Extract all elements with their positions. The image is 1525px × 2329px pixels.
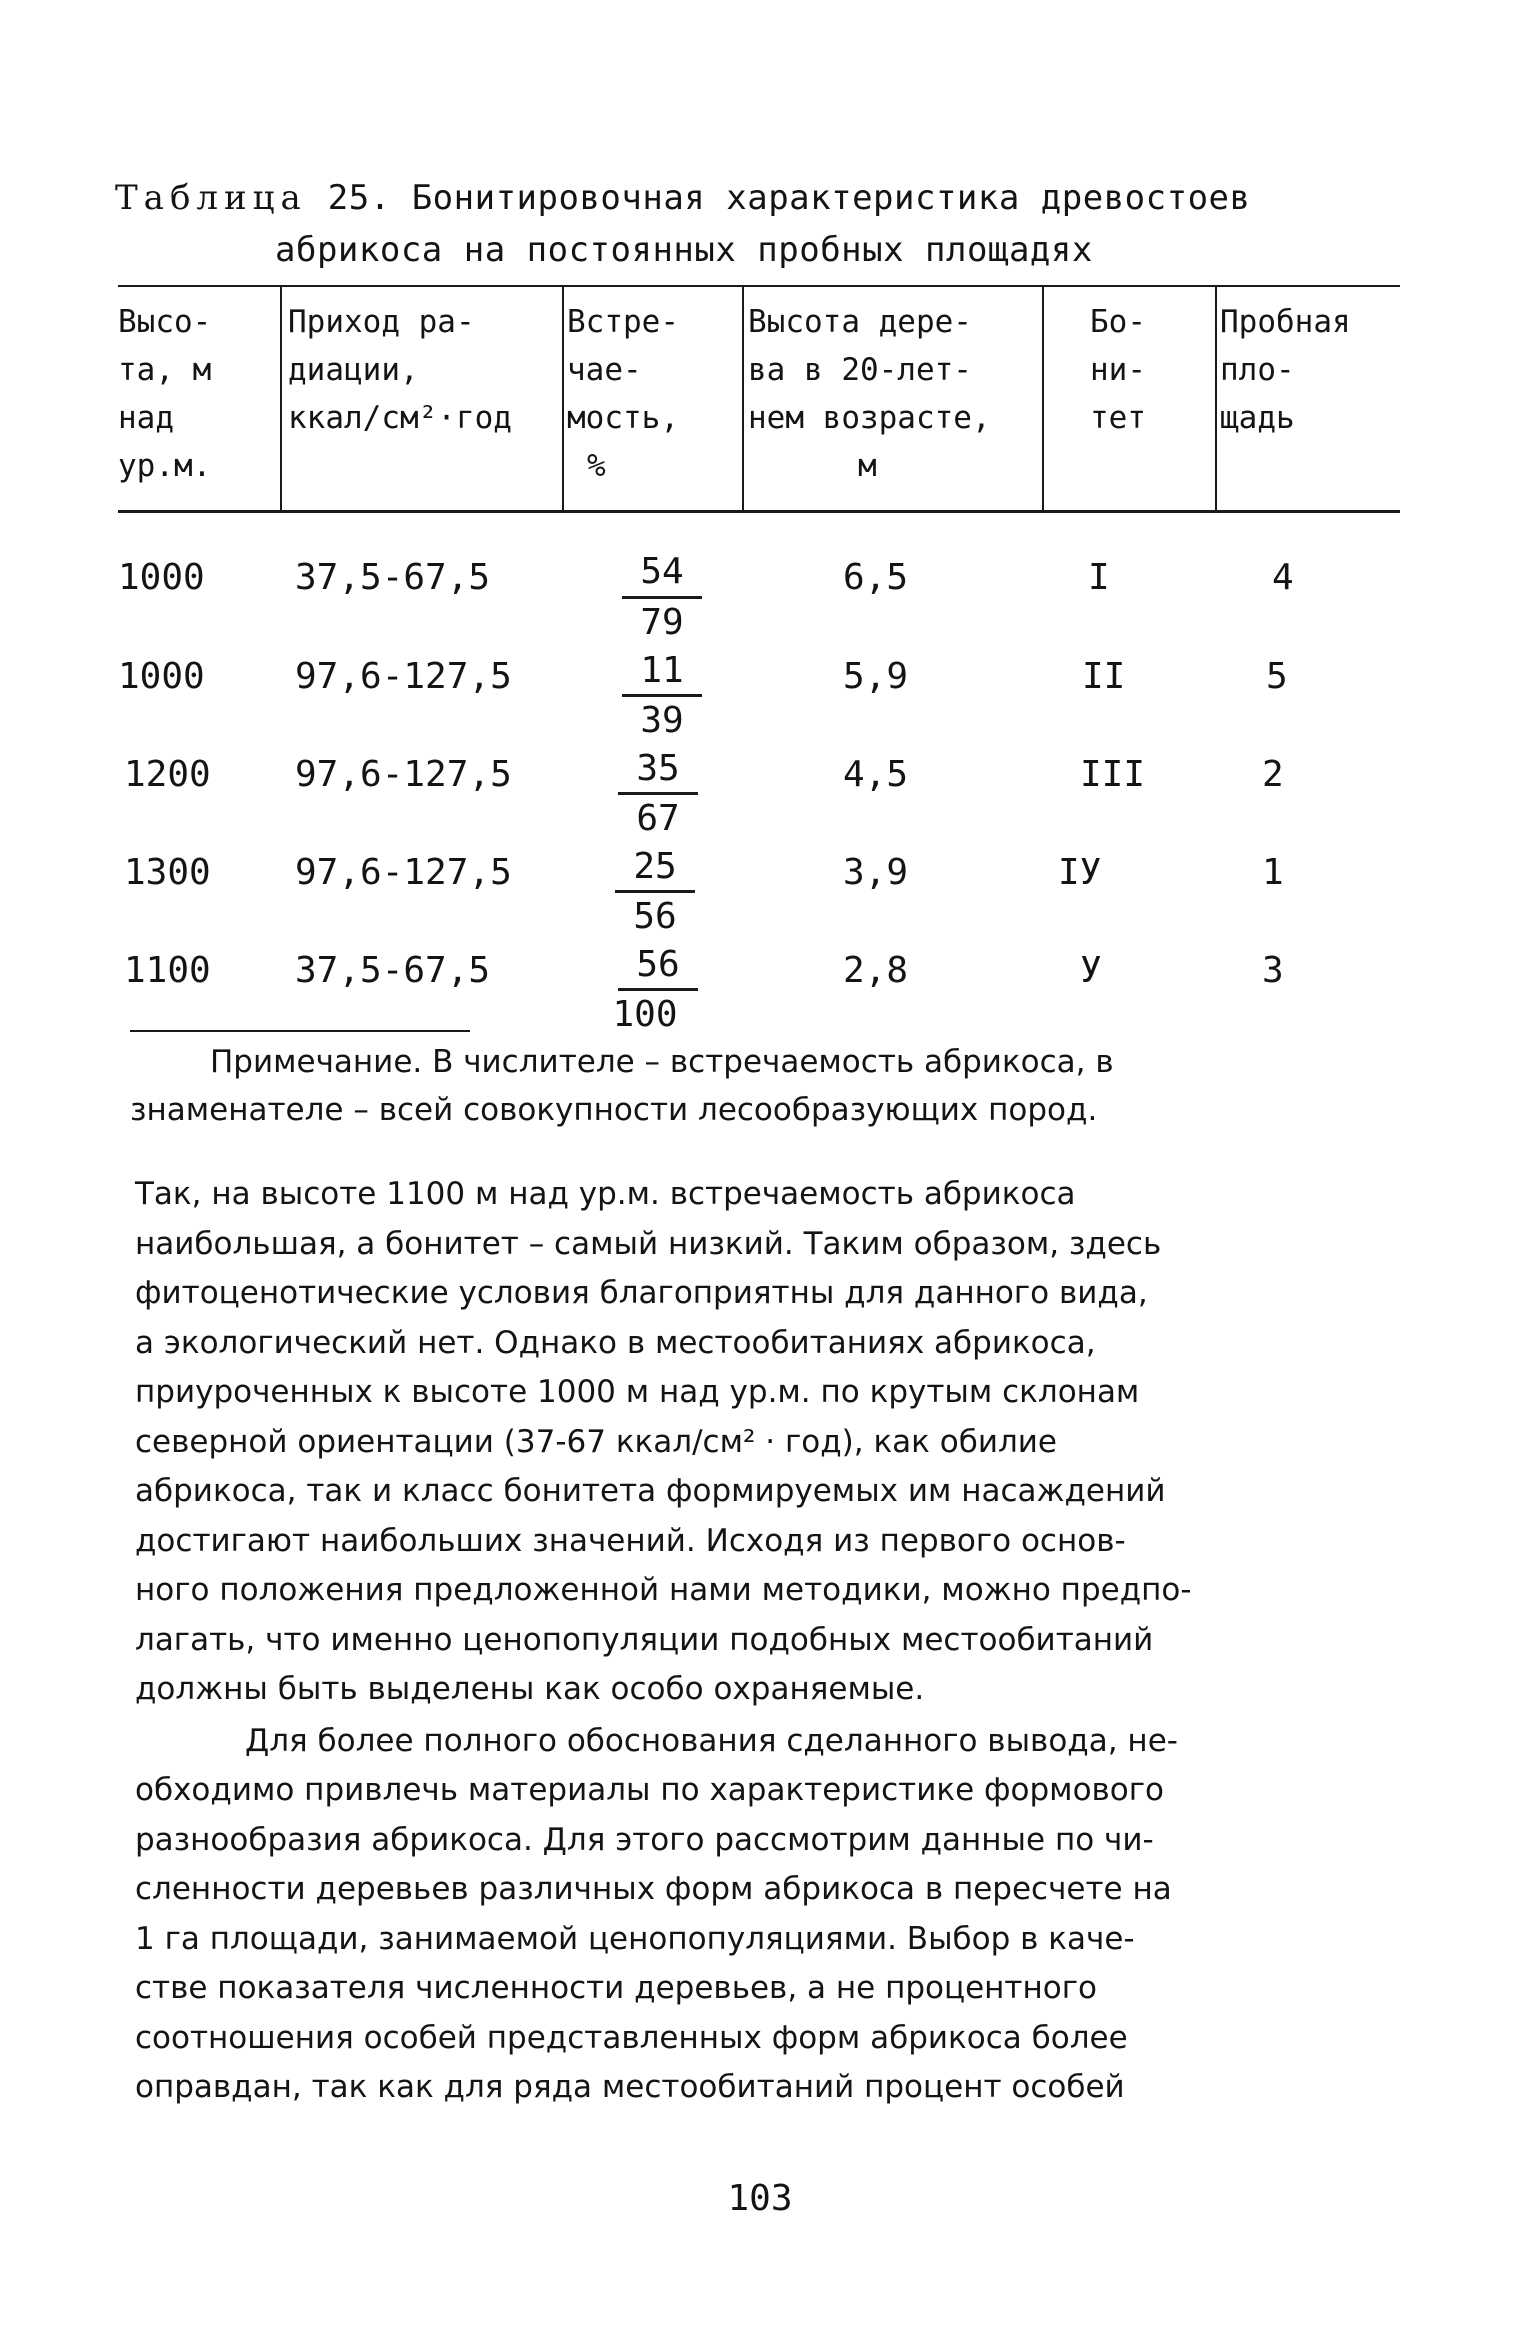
cell-occurrence-den: 67 <box>636 798 680 839</box>
cell-radiation: 97,6-127,5 <box>295 852 512 893</box>
col-divider <box>1215 287 1217 510</box>
header-text: щадь <box>1220 400 1295 436</box>
table-caption <box>115 172 1415 276</box>
header-text: Высота дере- <box>748 304 972 340</box>
header-text: Пробная <box>1220 304 1351 340</box>
cell-occurrence-num: 35 <box>636 748 680 789</box>
col-divider <box>742 287 744 510</box>
cell-occurrence-den: 79 <box>640 602 684 643</box>
text-line: а экологический нет. Однако в местообитаниях абрикоса, <box>135 1324 1096 1361</box>
text-line: достигают наибольших значений. Исходя из первого основ- <box>135 1522 1126 1559</box>
cell-height: 1000 <box>118 656 205 697</box>
header-bonitet <box>1090 298 1210 442</box>
header-text: над <box>118 400 174 436</box>
header-text: ни- <box>1090 352 1146 388</box>
header-text: та, м <box>118 352 212 388</box>
text-line: фитоценотические условия благоприятны для данного вида, <box>135 1275 1148 1311</box>
cell-plot: 1 <box>1262 852 1284 893</box>
text-line: абрикоса, так и класс бонитета формируемых им насаждений <box>135 1473 1166 1509</box>
header-text: ур.м. <box>118 448 212 484</box>
cell-plot: 5 <box>1266 656 1288 697</box>
fraction-bar <box>615 890 695 893</box>
caption-title-line2: абрикоса на постоянных пробных площадях <box>275 230 1093 270</box>
cell-height: 1000 <box>118 557 205 598</box>
caption-number: 25. <box>327 178 391 218</box>
fraction-bar <box>622 596 702 599</box>
text-line: ного положения предложенной нами методики, можно предпо- <box>135 1572 1192 1608</box>
text-line: Для более полного обоснования сделанного вывода, не- <box>245 1722 1178 1759</box>
text-line: должны быть выделены как особо охраняемые. <box>135 1671 925 1707</box>
table-note <box>130 1038 1430 1134</box>
fraction-bar <box>618 988 698 991</box>
header-height <box>118 298 278 490</box>
header-text: Высо- <box>118 304 212 340</box>
col-divider <box>562 287 564 510</box>
cell-occurrence-den: 100 <box>612 994 678 1035</box>
header-radiation <box>288 298 560 442</box>
cell-tree-height: 5,9 <box>843 656 909 697</box>
note-line: знаменателе – всей совокупности лесообразующих пород. <box>130 1092 1098 1128</box>
caption-title-line1: Бонитировочная характеристика древостоев <box>411 178 1251 218</box>
cell-tree-height: 2,8 <box>843 950 909 991</box>
text-line: разнообразия абрикоса. Для этого рассмотрим данные по чи- <box>135 1821 1154 1858</box>
text-line: оправдан, так как для ряда местообитаний процент особей <box>135 2069 1125 2105</box>
cell-bonitet: I <box>1088 557 1110 598</box>
cell-occurrence-den: 39 <box>640 700 684 741</box>
cell-height: 1200 <box>124 754 211 795</box>
cell-tree-height: 3,9 <box>843 852 909 893</box>
header-plot <box>1220 298 1400 442</box>
cell-tree-height: 4,5 <box>843 754 909 795</box>
table-top-rule <box>118 285 1400 287</box>
col-divider <box>1042 287 1044 510</box>
page-number: 103 <box>727 2178 793 2219</box>
paragraph <box>135 1717 1435 2113</box>
text-line: наибольшая, а бонитет – самый низкий. Таким образом, здесь <box>135 1225 1162 1262</box>
cell-bonitet: III <box>1080 754 1146 795</box>
header-text: чае- <box>567 352 642 388</box>
cell-occurrence-den: 56 <box>633 896 677 937</box>
cell-radiation: 97,6-127,5 <box>295 754 512 795</box>
note-rule <box>130 1030 470 1032</box>
header-text: ккал/см²·год <box>288 400 512 436</box>
fraction-bar <box>618 792 698 795</box>
cell-radiation: 37,5-67,5 <box>295 950 491 991</box>
caption-label: Таблица <box>115 178 307 218</box>
text-line: соотношения особей представленных форм абрикоса более <box>135 2019 1128 2056</box>
header-text: диации, <box>288 352 419 388</box>
header-text: тет <box>1090 400 1146 436</box>
header-occurrence <box>567 298 742 490</box>
header-text: ва в 20-лет- <box>748 352 972 388</box>
text-line: приуроченных к высоте 1000 м над ур.м. по крутым склонам <box>135 1374 1140 1410</box>
header-text: Встре- <box>567 304 679 340</box>
cell-radiation: 37,5-67,5 <box>295 557 491 598</box>
cell-plot: 4 <box>1272 557 1294 598</box>
cell-height: 1300 <box>124 852 211 893</box>
cell-bonitet: IУ <box>1058 852 1102 893</box>
cell-bonitet: У <box>1080 950 1102 991</box>
cell-occurrence-num: 56 <box>636 944 680 985</box>
note-line: Примечание. В числителе – встречаемость абрикоса, в <box>210 1044 1114 1080</box>
text-line: северной ориентации (37-67 ккал/см² · год), как обилие <box>135 1423 1058 1460</box>
header-text: мость, <box>567 400 679 436</box>
table-header-rule <box>118 510 1400 513</box>
header-text: Приход ра- <box>288 304 475 340</box>
header-text: м <box>858 448 877 484</box>
header-text: % <box>587 448 606 484</box>
text-line: стве показателя численности деревьев, а не процентного <box>135 1970 1097 2006</box>
cell-occurrence-num: 25 <box>633 846 677 887</box>
header-text: Бо- <box>1090 304 1146 340</box>
cell-radiation: 97,6-127,5 <box>295 656 512 697</box>
text-line: обходимо привлечь материалы по характеристике формового <box>135 1772 1165 1808</box>
cell-tree-height: 6,5 <box>843 557 909 598</box>
cell-plot: 2 <box>1262 754 1284 795</box>
header-tree-height <box>748 298 1040 490</box>
fraction-bar <box>622 694 702 697</box>
header-text: нем возрасте, <box>748 400 991 436</box>
text-line: 1 га площади, занимаемой ценопопуляциями. Выбор в каче- <box>135 1920 1135 1957</box>
cell-height: 1100 <box>124 950 211 991</box>
cell-occurrence-num: 11 <box>640 650 684 691</box>
text-line: сленности деревьев различных форм абрикоса в пересчете на <box>135 1871 1172 1907</box>
col-divider <box>280 287 282 510</box>
text-line: Так, на высоте 1100 м над ур.м. встречаемость абрикоса <box>135 1176 1076 1212</box>
header-text: пло- <box>1220 352 1295 388</box>
cell-occurrence-num: 54 <box>640 551 684 592</box>
text-line: лагать, что именно ценопопуляции подобных местообитаний <box>135 1621 1154 1658</box>
cell-plot: 3 <box>1262 950 1284 991</box>
paragraph <box>135 1170 1435 1715</box>
cell-bonitet: II <box>1082 656 1126 697</box>
body-text <box>135 1170 1435 2113</box>
